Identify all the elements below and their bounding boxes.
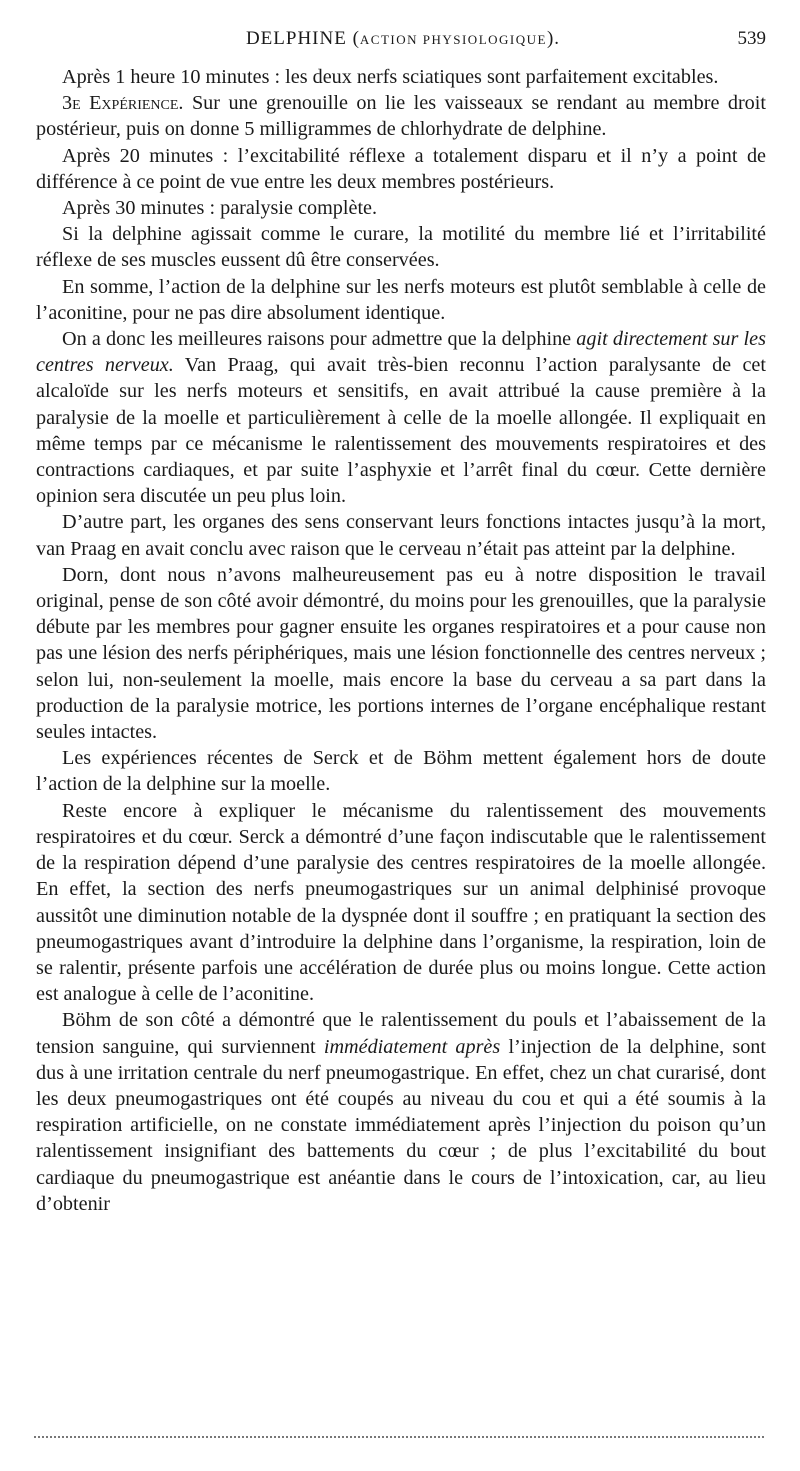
body-text — [36, 64, 766, 1217]
running-title-main: DELPHINE ( — [245, 28, 360, 49]
paragraph: Après 20 minutes : l’excitabilité réflexe a totalement disparu et il n’y a point de différence à ce point de vue entre les deux membres postérieurs. — [36, 144, 766, 193]
running-title-subtitle: ACTION PHYSIOLOGIQUE — [359, 32, 547, 47]
paragraph: Si la delphine agissait comme le curare, la motilité du membre lié et l’irritabilité réflexe de ses muscles eussent dû être conservées. — [36, 223, 766, 272]
paragraph: On a donc les meilleures raisons pour admettre que la delphine agit directement sur les centres nerveux. Van Praag, qui avait très-bien reconnu l’action paralysante de cet alcaloïde sur les nerfs moteurs et sensitifs, en avait attribué la cause première à la paralysie de la moelle et particulièrement à celle de la moelle allongée. Il expliquait en même temps par ce mécanisme le ralentissement des mouvements respiratoires et des contractions cardiaques, et par suite l’asphyxie et l’arrêt final du cœur. Cette dernière opinion sera discutée un peu plus loin. — [36, 328, 766, 508]
paragraph: D’autre part, les organes des sens conservant leurs fonctions intactes jusqu’à la mort, van Praag en avait conclu avec raison que le cerveau n’était pas atteint par la delphine. — [36, 511, 766, 560]
paragraph: Reste encore à expliquer le mécanisme du ralentissement des mouvements respiratoires et du cœur. Serck a démontré d’une façon indiscutable que le ralentissement de la respiration dépend d’une paralysie des centres respiratoires de la moelle allongée. En effet, la section des nerfs pneumogastriques sur un animal delphinisé provoque aussitôt une diminution notable de la dyspnée dont il souffre ; en pratiquant la section des pneumogastriques avant d’introduire la delphine dans l’organisme, la respiration, loin de se ralentir, présente parfois une accélération de durée plus ou moins longue. Cette action est analogue à celle de l’aconitine. — [36, 799, 766, 1006]
emphasis: immédiatement après — [323, 1035, 501, 1058]
paragraph: Dorn, dont nous n’avons malheureusement pas eu à notre disposition le travail original, pense de son côté avoir démontré, du moins pour les grenouilles, que la paralysie débute par les membres pour gagner ensuite les organes respiratoires et a pour cause non pas une lésion des nerfs périphériques, mais une lésion fonctionnelle des centres nerveux ; selon lui, non-seulement la moelle, mais encore la base du cerveau a sa part dans la production de la paralysie motrice, les portions internes de l’organe encéphalique restant seules intactes. — [36, 563, 766, 744]
running-title — [40, 28, 766, 50]
paragraph: Après 1 heure 10 minutes : les deux nerfs sciatiques sont parfaitement excitables. — [62, 66, 719, 88]
footer-divider — [34, 1436, 764, 1438]
emphasis: agit directement sur les centres nerveux. — [36, 328, 766, 377]
experience-label: 3e Expérience. — [62, 92, 184, 115]
running-header — [40, 22, 766, 52]
page-number: 539 — [737, 28, 766, 49]
paragraph-experience: 3e Expérience. Sur une grenouille on lie les vaisseaux se rendant au membre droit postérieur, puis on donne 5 milligrammes de chlorhydrate de delphine. — [36, 92, 766, 141]
paragraph: Après 30 minutes : paralysie complète. — [62, 197, 378, 220]
paragraph: En somme, l’action de la delphine sur les nerfs moteurs est plutôt semblable à celle de l’aconitine, pour ne pas dire absolument identique. — [36, 275, 766, 324]
paragraph: Les expériences récentes de Serck et de Böhm mettent également hors de doute l’action de la delphine sur la moelle. — [36, 747, 766, 796]
running-title-end: ). — [546, 28, 561, 49]
paragraph: Böhm de son côté a démontré que le ralentissement du pouls et l’abaissement de la tension sanguine, qui surviennent immédiatement après l’injection de la delphine, sont dus à une irritation centrale du nerf pneumogastrique. En effet, chez un chat curarisé, dont les deux pneumogastriques ont été coupés au niveau du cou et qui a été soumis à la respiration artificielle, on ne constate immédiatement après l’injection du poison qu’un ralentissement insignifiant des battements du cœur ; de plus l’excitabilité du bout cardiaque du pneumogastrique est anéantie dans le cours de l’intoxication, car, au lieu d’obtenir — [36, 1009, 766, 1215]
